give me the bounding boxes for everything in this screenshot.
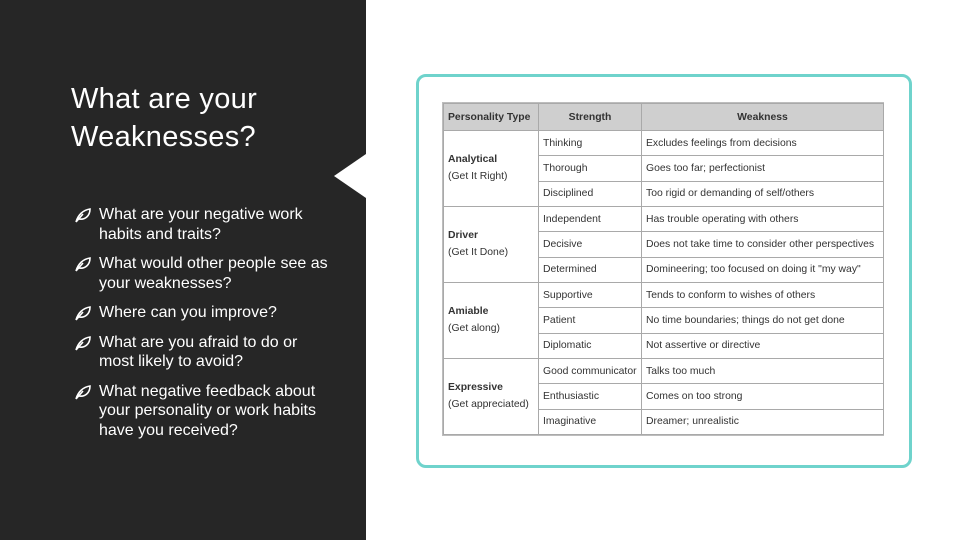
table-row [444,131,884,156]
title-line-1: What are your [71,83,258,115]
header-personality-type: Personality Type [444,104,539,131]
title-line-2: Weaknesses? [71,121,256,153]
table-row [444,358,884,383]
bullet-text: What are you afraid to do or most likely to avoid? [99,333,298,370]
type-name: Driver [448,230,479,242]
type-cell-driver [444,206,539,282]
table-row [444,282,884,307]
type-desc: (Get It Right) [448,171,508,183]
weakness-cell: Talks too much [642,358,884,383]
strength-cell: Enthusiastic [539,384,642,409]
bullet-text: What negative feedback about your personality or work habits have you received? [99,382,316,439]
bullet-text: Where can you improve? [99,304,277,321]
header-weakness: Weakness [642,104,884,131]
strength-cell: Diplomatic [539,333,642,358]
table-row [444,206,884,231]
bullet-item [74,205,336,244]
weakness-cell: Does not take time to consider other perspectives [642,232,884,257]
weakness-cell: No time boundaries; things do not get done [642,308,884,333]
table-header-row [444,104,884,131]
weakness-cell: Comes on too strong [642,384,884,409]
strength-cell: Supportive [539,282,642,307]
bullet-item [74,254,336,293]
bullet-item [74,333,336,372]
strength-cell: Thorough [539,156,642,181]
strength-cell: Disciplined [539,181,642,206]
weakness-cell: Dreamer; unrealistic [642,409,884,434]
type-desc: (Get along) [448,323,500,335]
strength-cell: Imaginative [539,409,642,434]
weakness-cell: Tends to conform to wishes of others [642,282,884,307]
bullet-list [74,205,336,450]
personality-table-container [442,102,884,436]
weakness-cell: Not assertive or directive [642,333,884,358]
strength-cell: Thinking [539,131,642,156]
type-desc: (Get It Done) [448,247,509,259]
strength-cell: Determined [539,257,642,282]
type-cell-amiable [444,282,539,358]
leaf-icon [74,207,92,223]
type-cell-analytical [444,131,539,207]
strength-cell: Good communicator [539,358,642,383]
bullet-item [74,382,336,441]
strength-cell: Decisive [539,232,642,257]
strength-cell: Patient [539,308,642,333]
weakness-cell: Too rigid or demanding of self/others [642,181,884,206]
bullet-item [74,303,336,323]
leaf-icon [74,335,92,351]
bullet-text: What are your negative work habits and traits? [99,206,303,243]
personality-table [443,103,884,435]
type-name: Expressive [448,382,503,394]
type-name: Amiable [448,306,489,318]
bullet-text: What would other people see as your weaknesses? [99,255,328,292]
leaf-icon [74,256,92,272]
slide-title [71,80,351,156]
leaf-icon [74,384,92,400]
weakness-cell: Excludes feelings from decisions [642,131,884,156]
leaf-icon [74,305,92,321]
weakness-cell: Domineering; too focused on doing it "my way" [642,257,884,282]
type-name: Analytical [448,154,498,166]
type-cell-expressive [444,358,539,434]
weakness-cell: Has trouble operating with others [642,206,884,231]
strength-cell: Independent [539,206,642,231]
panel-notch [334,154,366,198]
weakness-cell: Goes too far; perfectionist [642,156,884,181]
header-strength: Strength [539,104,642,131]
type-desc: (Get appreciated) [448,399,529,411]
